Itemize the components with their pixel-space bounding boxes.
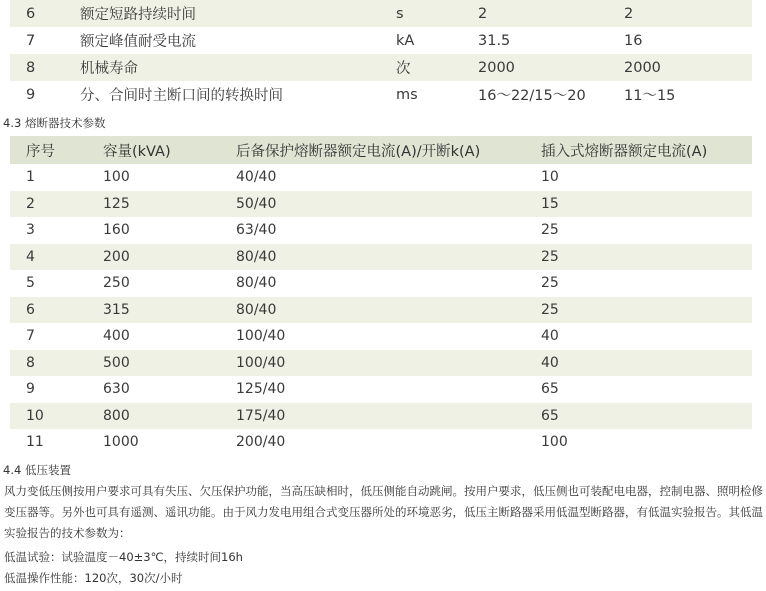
section-heading-low-voltage: 4.4 低压装置 [3,463,71,477]
low-temp-operation-line: 低温操作性能：120次，30次/小时 [4,571,183,585]
low-voltage-description: 风力变低压侧按用户要求可具有失压、欠压保护功能，当高压缺相时，低压侧能自动跳闸。按用户要求，低压侧也可装配电电器，控制电器、照明检修变压器等。另外也可具有遥测、遥讯功能。由于风力发电用组合式变压器所处的环境恶劣，低压主断路器采用低温型断路器，有低温实验报告。其低温实验报告的技术参数为： [4,484,763,540]
table-header-row [10,136,752,164]
section-heading-fuse: 4.3 熔断器技术参数 [3,116,106,130]
table-row: 4 200 80/40 25 [10,244,752,271]
table-row: 3 160 63/40 25 [26,222,559,239]
table-row: 1 100 40/40 10 [26,169,559,186]
col-header-backup-fuse: 后备保护熔断器额定电流(A)/开断k(A) [236,136,541,164]
table-row: 6 315 80/40 25 [10,297,752,324]
table-row: 10 800 175/40 65 [10,403,752,430]
switch-params-table [10,0,752,108]
col-header-capacity: 容量(kVA) [103,136,236,164]
table-row: 8 机械寿命 次 2000 2000 [10,54,752,81]
fuse-params-table [10,136,752,456]
table-row: 11 1000 200/40 100 [26,434,568,451]
table-row: 9 分、合间时主断口间的转换时间 ms 16～22/15～20 11～15 [26,86,676,104]
table-row: 5 250 80/40 25 [26,275,559,292]
col-header-plugin-fuse: 插入式熔断器额定电流(A) [541,136,752,164]
table-row: 8 500 100/40 40 [10,350,752,377]
table-row: 7 额定峰值耐受电流 kA 31.5 16 [26,32,643,50]
table-row: 7 400 100/40 40 [26,328,559,345]
table-row: 6 额定短路持续时间 s 2 2 [10,0,752,27]
table-row: 9 630 125/40 65 [26,381,559,398]
col-header-index: 序号 [10,136,103,164]
low-temp-test-line: 低温试验：试验温度－40±3℃，持续时间16h [4,550,243,564]
table-row: 2 125 50/40 15 [10,191,752,218]
